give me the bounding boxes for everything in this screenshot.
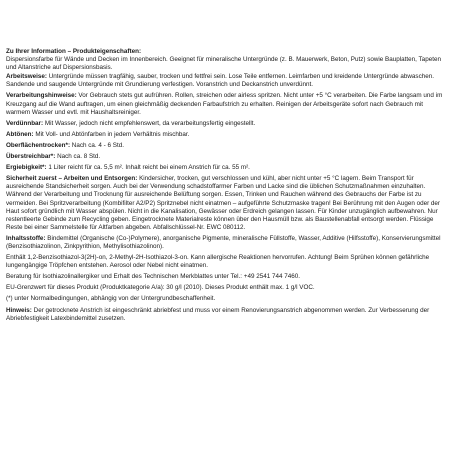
section-verarbeitungshinweise [6, 92, 446, 116]
section-label: Ergiebigkeit*: [6, 164, 47, 172]
hint-section [6, 307, 446, 323]
section-label: Überstreichbar*: [6, 153, 56, 161]
section-label: Abtönen: [6, 130, 34, 138]
section-text: 1 Liter reicht für ca. 5,5 m². Inhalt reicht bei einem Anstrich für ca. 55 m². [46, 164, 250, 172]
section-text: Untergründe müssen tragfähig, sauber, trocken und fettfrei sein. Lose Teile entfernen. Leimfarben und kreidende Untergründe abwaschen. Sandende und saugende Untergründe mit Grundierung verfestigen. Voranstrich und Deckanstrich unverdünnt. [6, 73, 434, 89]
section-label: Arbeitsweise: [6, 73, 47, 81]
section-verduennbar [6, 120, 446, 128]
section-label: Verarbeitungshinweise: [6, 92, 77, 100]
footnote [6, 295, 446, 303]
intro-title: Zu Ihrer Information – Produkteigenschaften: [6, 48, 142, 55]
section-label: Inhaltsstoffe: [6, 234, 46, 242]
section-ergiebigkeit [6, 164, 446, 172]
hint-text: Der getrocknete Anstrich ist eingeschränkt abriebfest und muss vor einem Renovierungsanstrich abgenommen werden. Zur Verbesserung der Abriebfestigkeit Latexbindemittel zusetzen. [6, 306, 430, 322]
section-abtoenen [6, 131, 446, 139]
plain-paragraph: EU-Grenzwert für dieses Produkt (Produktkategorie A/a): 30 g/l (2010). Dieses Produkt enthält max. 1 g/l VOC. [6, 284, 315, 292]
section-oberflaechentrocken [6, 142, 446, 150]
section-text: Bindemittel (Organische (Co-)Polymere), anorganische Pigmente, mineralische Füllstoffe, Wasser, Additive (Hilfsstoffe), Konservierungsmittel (Benzisothiazolinon, Zinkpyrithion, Methylisothiazolinon). [6, 234, 441, 250]
section-sicherheit [6, 175, 446, 232]
section-text: Nach ca. 4 - 6 Std. [70, 141, 124, 149]
plain-paragraph: Beratung für Isothiazolinallergiker und Erhalt des Technischen Merkblattes unter Tel.: +49 2541 744 7460. [6, 273, 300, 281]
hazard-statement [6, 254, 446, 270]
section-text: Mit Wasser, jedoch nicht empfehlenswert, da verarbeitungsfertig eingestellt. [43, 119, 256, 127]
section-text: Mit Voll- und Abtönfarben in jedem Verhältnis mischbar. [33, 130, 190, 138]
intro-text: Dispersionsfarbe für Wände und Decken im Innenbereich. Geeignet für mineralische Untergründe (z. B. Mauerwerk, Beton, Putz) sowie Bauplatten, Tapeten und Altanstriche auf Dispersionsbasis. [6, 56, 441, 72]
section-inhaltsstoffe [6, 235, 446, 251]
section-label: Oberflächentrocken*: [6, 141, 71, 149]
allergy-advice [6, 273, 446, 281]
product-info-document [6, 48, 446, 326]
voc-limit [6, 284, 446, 292]
plain-paragraph: (*) unter Normalbedingungen, abhängig von der Untergrundbeschaffenheit. [6, 295, 216, 303]
section-label: Sicherheit zuerst – Arbeiten und Entsorgen: [6, 175, 138, 183]
hint-label: Hinweis: [6, 306, 32, 314]
section-ueberstreichbar [6, 153, 446, 161]
section-arbeitsweise [6, 73, 446, 89]
section-text: Nach ca. 8 Std. [55, 153, 101, 161]
plain-paragraph: Enthält 1,2-Benzisothiazol-3(2H)-on, 2-Methyl-2H-Isothiazol-3-on. Kann allergische Reaktionen hervorrufen. Achtung! Beim Sprühen können gefährliche lungengängige Tröpfchen entstehen. Aerosol oder Nebel nicht einatmen. [6, 254, 430, 270]
section-label: Verdünnbar: [6, 119, 44, 127]
intro-section [6, 48, 446, 72]
section-text: Kindersicher, trocken, gut verschlossen und kühl, aber nicht unter +5 °C lagern. Beim Transport für ausreichende Standsicherheit sorgen. Auch bei der Verwendung schadstoffarmer Farben und Lacke sind die üblichen Schutzmaßnahmen einzuhalten. Während der Verarbeitung und Trocknung für ausreichende Belüftung sorgen. Essen, Trinken und Rauchen während des Gebrauchs der Farbe ist zu vermeiden. Bei Spritzverarbeitung (Kombifilter A2/P2) Spritznebel nicht einatmen – aufgeführte Schutzmaske tragen! Bei Berührung mit den Augen oder der Haut sofort gründlich mit Wasser abspülen. Nicht in die Kanalisation, Gewässer oder Erdreich gelangen lassen. Für Kinder unzugänglich aufbewahren. Nur restentleerte Gebinde zum Recycling geben. Eingetrocknete Materialreste können über den Hausmüll bzw. als Baustellenabfall entsorgt werden. Flüssige Reste bei einer Sammelstelle für Altfarben abgeben. Abfallschlüssel-Nr. EWC 080112. [6, 175, 441, 231]
section-text: Vor Gebrauch stets gut aufrühren. Rollen, streichen oder airless spritzen. Nicht unter +5 °C verarbeiten. Die Farbe langsam und im Kreuzgang auf die Wand auftragen, um einen gleichmäßig deckenden Farbaufstrich zu erhalten. Reinigen der Arbeitsgeräte sofort nach Gebrauch mit warmem Wasser und evtl. mit Haushaltsreiniger. [6, 92, 443, 116]
